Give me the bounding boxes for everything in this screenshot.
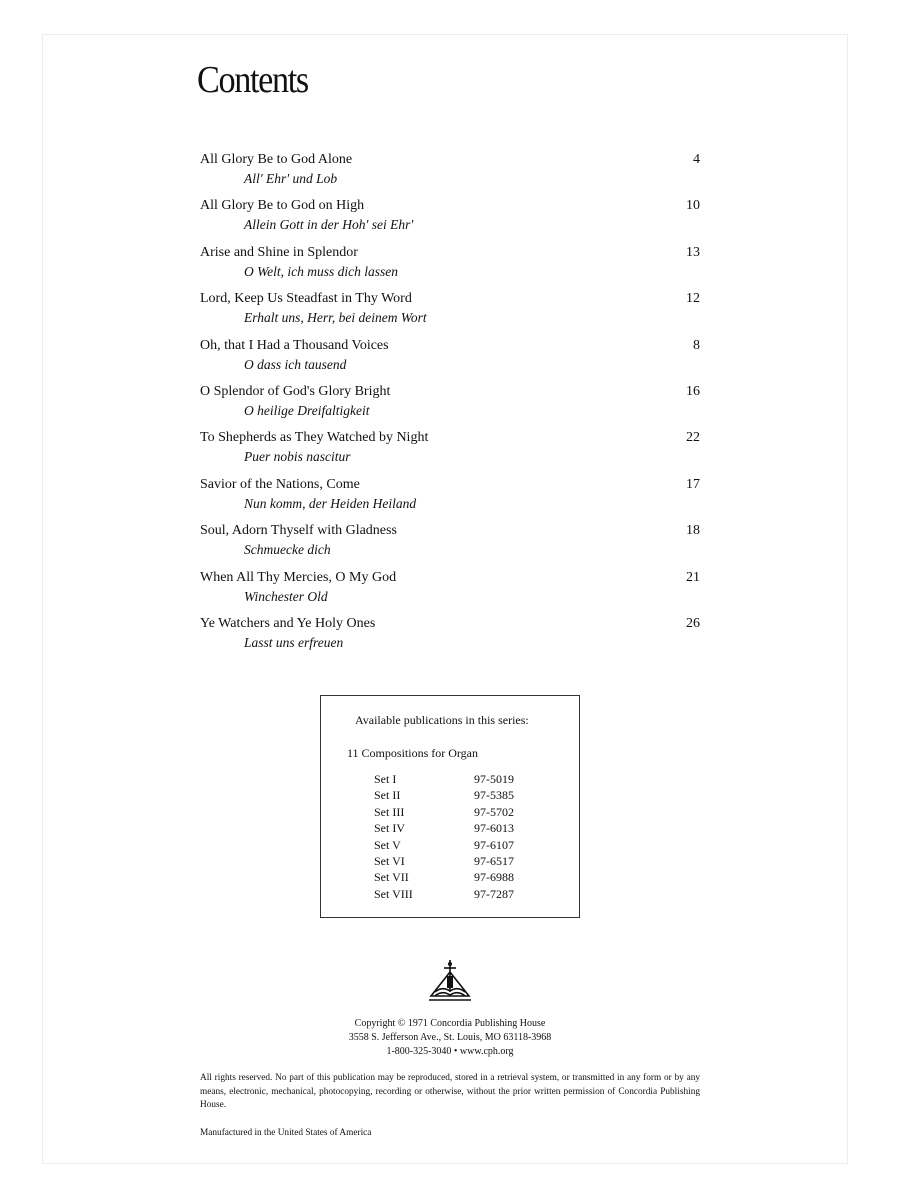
set-row bbox=[374, 805, 534, 821]
set-code: 97-5385 bbox=[474, 788, 514, 803]
toc-entry bbox=[200, 616, 700, 662]
tune-name: Schmuecke dich bbox=[244, 542, 331, 558]
page-number: 13 bbox=[686, 244, 700, 260]
copyright-line: Copyright © 1971 Concordia Publishing House bbox=[354, 1018, 546, 1029]
set-list bbox=[374, 772, 534, 903]
set-row bbox=[374, 821, 534, 837]
page-number: 16 bbox=[686, 383, 700, 399]
hymn-title: Savior of the Nations, Come bbox=[200, 476, 360, 492]
set-code: 97-5702 bbox=[474, 804, 514, 819]
hymn-title: All Glory Be to God Alone bbox=[200, 152, 353, 167]
set-name: Set I bbox=[374, 772, 397, 786]
set-code: 97-5019 bbox=[474, 772, 514, 786]
hymn-title: Oh, that I Had a Thousand Voices bbox=[200, 337, 389, 353]
tune-name: Erhalt uns, Herr, bei deinem Wort bbox=[244, 310, 427, 326]
toc-entry bbox=[200, 570, 700, 616]
page-title: Contents bbox=[197, 59, 308, 101]
hymn-title: All Glory Be to God on High bbox=[200, 198, 365, 214]
set-name: Set V bbox=[374, 837, 401, 852]
page-number: 10 bbox=[686, 198, 700, 214]
publisher-logo-icon bbox=[427, 958, 473, 1006]
tune-name: All' Ehr' und Lob bbox=[244, 171, 338, 186]
tune-name: O Welt, ich muss dich lassen bbox=[244, 263, 398, 279]
set-code: 97-6988 bbox=[474, 870, 514, 885]
hymn-title: Lord, Keep Us Steadfast in Thy Word bbox=[200, 291, 412, 307]
toc-entry bbox=[200, 245, 700, 291]
table-of-contents bbox=[200, 152, 700, 662]
tune-name: O dass ich tausend bbox=[244, 356, 347, 372]
page-number: 4 bbox=[693, 152, 700, 167]
set-name: Set III bbox=[374, 804, 405, 819]
set-row bbox=[374, 887, 534, 903]
toc-entry bbox=[200, 523, 700, 569]
page-number: 26 bbox=[686, 615, 700, 631]
tune-name: Lasst uns erfreuen bbox=[244, 634, 344, 650]
set-code: 97-6517 bbox=[474, 853, 514, 868]
page-number: 8 bbox=[693, 337, 700, 353]
hymn-title: O Splendor of God's Glory Bright bbox=[200, 383, 391, 399]
set-name: Set VIII bbox=[374, 886, 413, 901]
set-row bbox=[374, 838, 534, 854]
hymn-title: Soul, Adorn Thyself with Gladness bbox=[200, 523, 397, 539]
contact-line: 1-800-325-3040 • www.cph.org bbox=[386, 1046, 514, 1057]
set-code: 97-6107 bbox=[474, 837, 514, 852]
publications-heading: Available publications in this series: bbox=[355, 713, 529, 727]
set-name: Set VII bbox=[374, 870, 409, 885]
set-name: Set VI bbox=[374, 853, 405, 868]
set-row bbox=[374, 870, 534, 886]
toc-entry bbox=[200, 430, 700, 476]
hymn-title: Ye Watchers and Ye Holy Ones bbox=[200, 615, 376, 631]
tune-name: O heilige Dreifaltigkeit bbox=[244, 402, 370, 418]
toc-entry bbox=[200, 152, 700, 198]
series-name: 11 Compositions for Organ bbox=[347, 746, 478, 760]
tune-name: Allein Gott in der Hoh' sei Ehr' bbox=[244, 217, 414, 233]
page-number: 12 bbox=[686, 291, 700, 307]
toc-entry bbox=[200, 198, 700, 244]
toc-entry bbox=[200, 338, 700, 384]
toc-entry bbox=[200, 291, 700, 337]
page-number: 21 bbox=[686, 569, 700, 585]
set-row bbox=[374, 854, 534, 870]
tune-name: Winchester Old bbox=[244, 588, 328, 604]
page-number: 18 bbox=[686, 523, 700, 539]
tune-name: Nun komm, der Heiden Heiland bbox=[244, 495, 417, 511]
hymn-title: Arise and Shine in Splendor bbox=[200, 244, 358, 260]
publications-box bbox=[320, 695, 580, 918]
set-row bbox=[374, 772, 534, 788]
page-number: 17 bbox=[686, 476, 700, 492]
copyright-block bbox=[0, 1017, 900, 1059]
address-line: 3558 S. Jefferson Ave., St. Louis, MO 63118-3968 bbox=[348, 1032, 552, 1043]
set-code: 97-6013 bbox=[474, 821, 514, 836]
rights-notice: All rights reserved. No part of this publication may be reproduced, stored in a retrieval system, or transmitted in any form or by any means, electronic, mechanical, photocopying, recording or otherwise, without the prior written permission of Concordia Publishing House. bbox=[200, 1073, 700, 1110]
set-name: Set IV bbox=[374, 821, 405, 836]
set-row bbox=[374, 788, 534, 804]
page-number: 22 bbox=[686, 430, 700, 446]
manufactured-notice: Manufactured in the United States of America bbox=[200, 1128, 372, 1138]
hymn-title: To Shepherds as They Watched by Night bbox=[200, 430, 429, 446]
set-name: Set II bbox=[374, 788, 401, 803]
toc-entry bbox=[200, 384, 700, 430]
hymn-title: When All Thy Mercies, O My God bbox=[200, 569, 397, 585]
set-code: 97-7287 bbox=[474, 886, 514, 901]
tune-name: Puer nobis nascitur bbox=[244, 449, 351, 465]
toc-entry bbox=[200, 477, 700, 523]
